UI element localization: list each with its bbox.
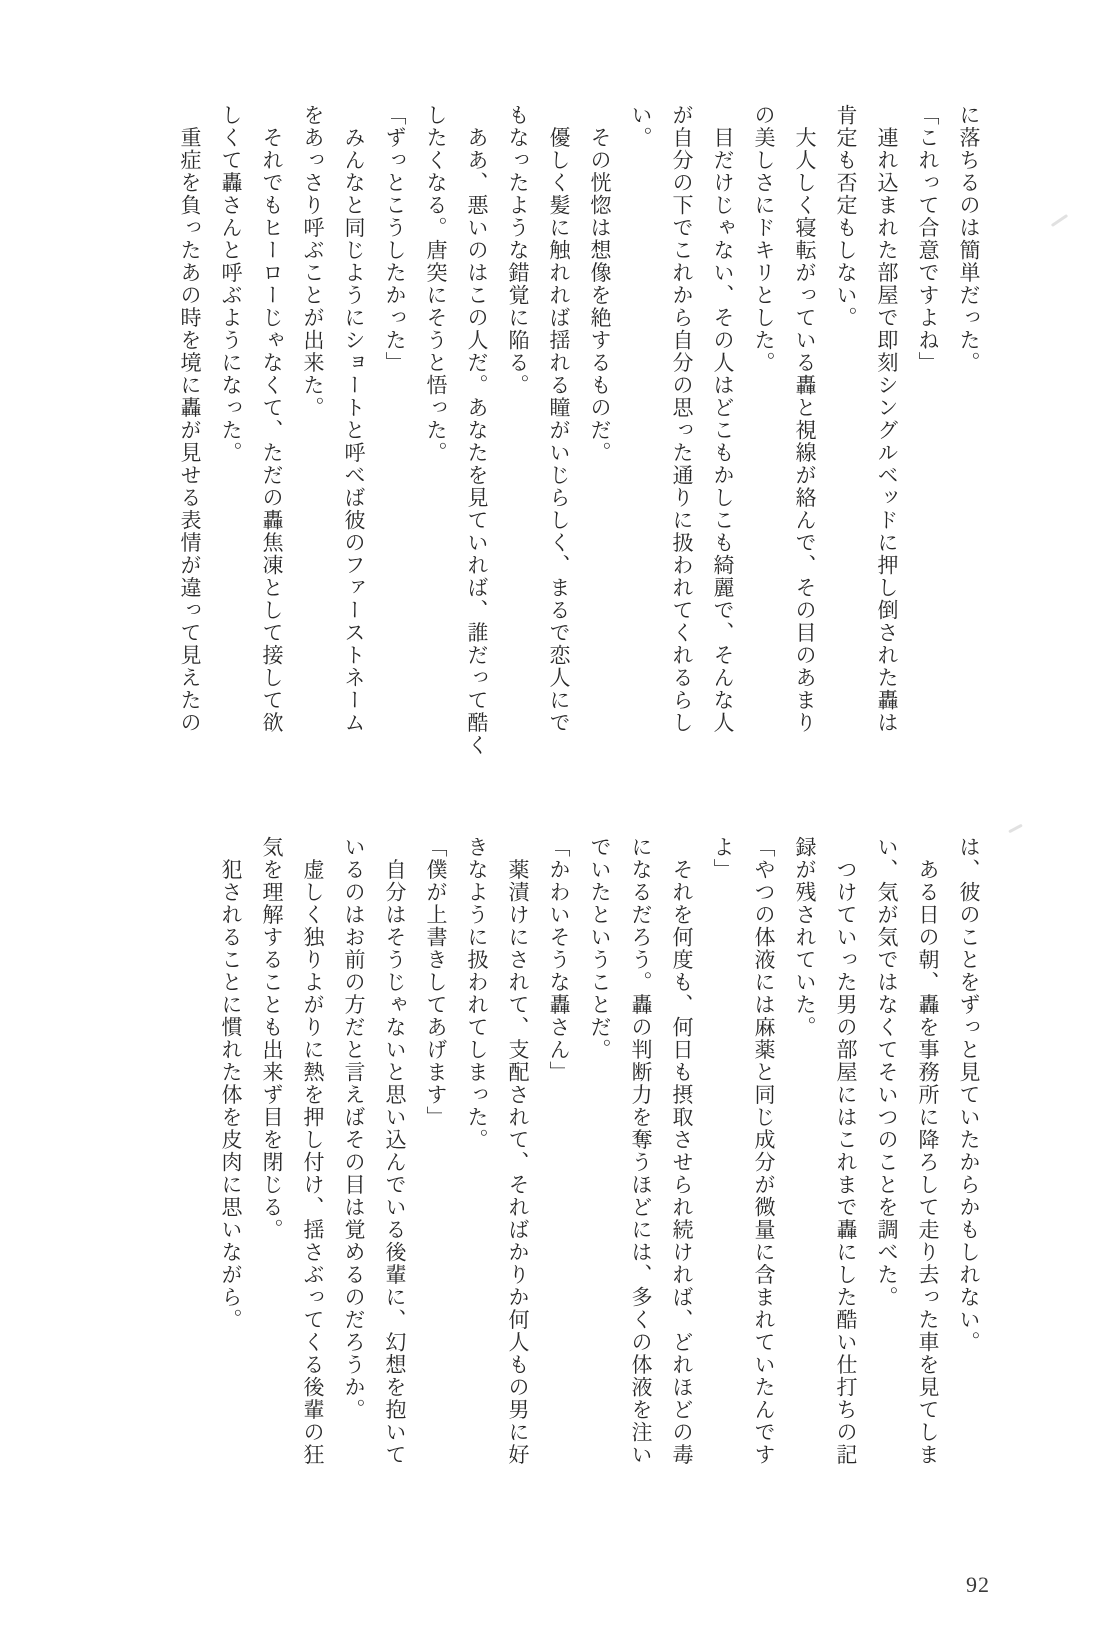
text-column: 「僕が上書きしてあげます」 xyxy=(424,836,448,1129)
lower-text-block xyxy=(210,836,989,1500)
text-column: 目だけじゃない、その人はどこもかしこも綺麗で、そんな人 xyxy=(711,104,735,734)
text-column: つけていった男の部屋にはこれまで轟にした酷い仕打ちの記 xyxy=(834,836,858,1466)
text-column: ある日の朝、轟を事務所に降ろして走り去った車を見てしま xyxy=(916,836,940,1466)
text-column: になるだろう。轟の判断力を奪うほどには、多くの体液を注い xyxy=(629,836,653,1466)
text-column: 自分はそうじゃないと思い込んでいる後輩に、幻想を抱いて xyxy=(383,836,407,1466)
text-column: をあっさり呼ぶことが出来た。 xyxy=(301,104,325,419)
text-column: 「これって合意ですよね」 xyxy=(916,104,940,374)
text-column: が自分の下でこれから自分の思った通りに扱われてくれるらし xyxy=(670,104,694,734)
text-column: の美しさにドキリとした。 xyxy=(752,104,776,374)
text-column: 虚しく独りよがりに熱を押し付け、揺さぶってくる後輩の狂 xyxy=(301,836,325,1466)
text-column: い、気が気ではなくてそいつのことを調べた。 xyxy=(875,836,899,1309)
text-column: 気を理解することも出来ず目を閉じる。 xyxy=(260,836,284,1241)
text-column: しくて轟さんと呼ぶようになった。 xyxy=(219,104,243,464)
text-column: もなったような錯覚に陥る。 xyxy=(506,104,530,397)
text-column: ああ、悪いのはこの人だ。あなたを見ていれば、誰だって酷く xyxy=(465,104,489,757)
text-column: 重症を負ったあの時を境に轟が見せる表情が違って見えたの xyxy=(178,104,202,734)
text-column: 大人しく寝転がっている轟と視線が絡んで、その目のあまり xyxy=(793,104,817,734)
text-column: 録が残されていた。 xyxy=(793,836,817,1039)
text-column: 「やつの体液には麻薬と同じ成分が微量に含まれていたんです xyxy=(752,836,776,1466)
text-column: 犯されることに慣れた体を皮肉に思いながら。 xyxy=(219,836,243,1331)
text-column: 「かわいそうな轟さん」 xyxy=(547,836,571,1084)
text-column: 薬漬けにされて、支配されて、そればかりか何人もの男に好 xyxy=(506,836,530,1466)
text-column: い。 xyxy=(629,104,653,149)
page-number: 92 xyxy=(966,1572,990,1597)
text-column: 肯定も否定もしない。 xyxy=(834,104,858,329)
text-column: 優しく髪に触れれば揺れる瞳がいじらしく、まるで恋人にで xyxy=(547,104,571,734)
text-column: よ」 xyxy=(711,836,735,881)
text-column: したくなる。唐突にそうと悟った。 xyxy=(424,104,448,464)
text-column: その恍惚は想像を絶するものだ。 xyxy=(588,104,612,464)
upper-text-block xyxy=(169,104,989,780)
text-column: 「ずっとこうしたかった」 xyxy=(383,104,407,374)
text-column: は、彼のことをずっと見ていたからかもしれない。 xyxy=(957,836,981,1354)
text-column: それを何度も、何日も摂取させられ続ければ、どれほどの毒 xyxy=(670,836,694,1466)
text-column: でいたということだ。 xyxy=(588,836,612,1061)
text-column: みんなと同じようにショートと呼べば彼のファーストネーム xyxy=(342,104,366,734)
scan-artifact xyxy=(1008,824,1023,834)
text-column: それでもヒーローじゃなくて、ただの轟焦凍として接して欲 xyxy=(260,104,284,734)
text-column: に落ちるのは簡単だった。 xyxy=(957,104,981,374)
text-column: いるのはお前の方だと言えばその目は覚めるのだろうか。 xyxy=(342,836,366,1421)
text-column: 連れ込まれた部屋で即刻シングルベッドに押し倒された轟は xyxy=(875,104,899,734)
scan-artifact xyxy=(1051,214,1068,227)
text-column: きなように扱われてしまった。 xyxy=(465,836,489,1151)
